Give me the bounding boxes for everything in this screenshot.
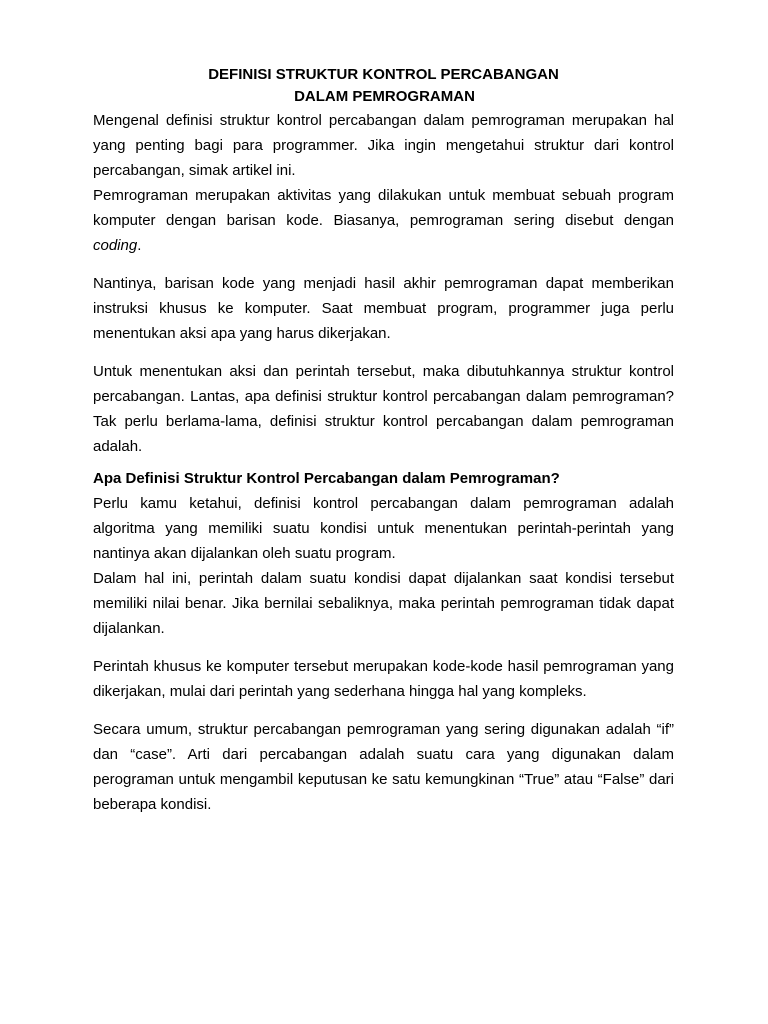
section-heading: Apa Definisi Struktur Kontrol Percabangan dalam Pemrograman? [93, 470, 560, 487]
paragraph-programming-text: Pemrograman merupakan aktivitas yang dilakukan untuk membuat sebuah program komputer dengan barisan kode. Biasanya, pemrograman sering disebut dengan [93, 187, 674, 229]
coding-term: coding [93, 237, 138, 254]
paragraph-programming-end: . [137, 237, 142, 254]
paragraph-code-instructions: Nantinya, barisan kode yang menjadi hasil akhir pemrograman dapat memberikan instruksi khusus ke komputer. Saat membuat program, programmer juga perlu menentukan aksi apa yang harus dikerjakan. [93, 275, 674, 342]
paragraph-programming-definition [93, 183, 674, 258]
paragraph-special-commands: Perintah khusus ke komputer tersebut merupakan kode-kode hasil pemrograman yang dikerjakan, mulai dari perintah yang sederhana hingga hal yang kompleks. [93, 658, 674, 700]
document-title-line1: DEFINISI STRUKTUR KONTROL PERCABANGAN [208, 66, 559, 83]
document-page [93, 64, 674, 817]
paragraph-condition-true: Dalam hal ini, perintah dalam suatu kondisi dapat dijalankan saat kondisi tersebut memiliki nilai benar. Jika bernilai sebaliknya, maka perintah pemrograman tidak dapat dijalankan. [93, 570, 674, 637]
paragraph-determine-action: Untuk menentukan aksi dan perintah tersebut, maka dibutuhkannya struktur kontrol percabangan. Lantas, apa definisi struktur kontrol percabangan dalam pemrograman? Tak perlu berlama-lama, definisi struktur kontrol percabangan dalam pemrograman adalah. [93, 363, 674, 455]
document-title-line2: DALAM PEMROGRAMAN [294, 88, 475, 105]
paragraph-intro: Mengenal definisi struktur kontrol percabangan dalam pemrograman merupakan hal yang penting bagi para programmer. Jika ingin mengetahui struktur dari kontrol percabangan, simak artikel ini. [93, 112, 674, 179]
paragraph-if-case: Secara umum, struktur percabangan pemrograman yang sering digunakan adalah “if” dan “case”. Arti dari percabangan adalah suatu cara yang digunakan dalam perograman untuk mengambil keputusan ke satu kemungkinan “True” atau “False” dari beberapa kondisi. [93, 721, 674, 813]
paragraph-branching-definition: Perlu kamu ketahui, definisi kontrol percabangan dalam pemrograman adalah algoritma yang memiliki suatu kondisi untuk menentukan perintah-perintah yang nantinya akan dijalankan oleh suatu program. [93, 495, 674, 562]
